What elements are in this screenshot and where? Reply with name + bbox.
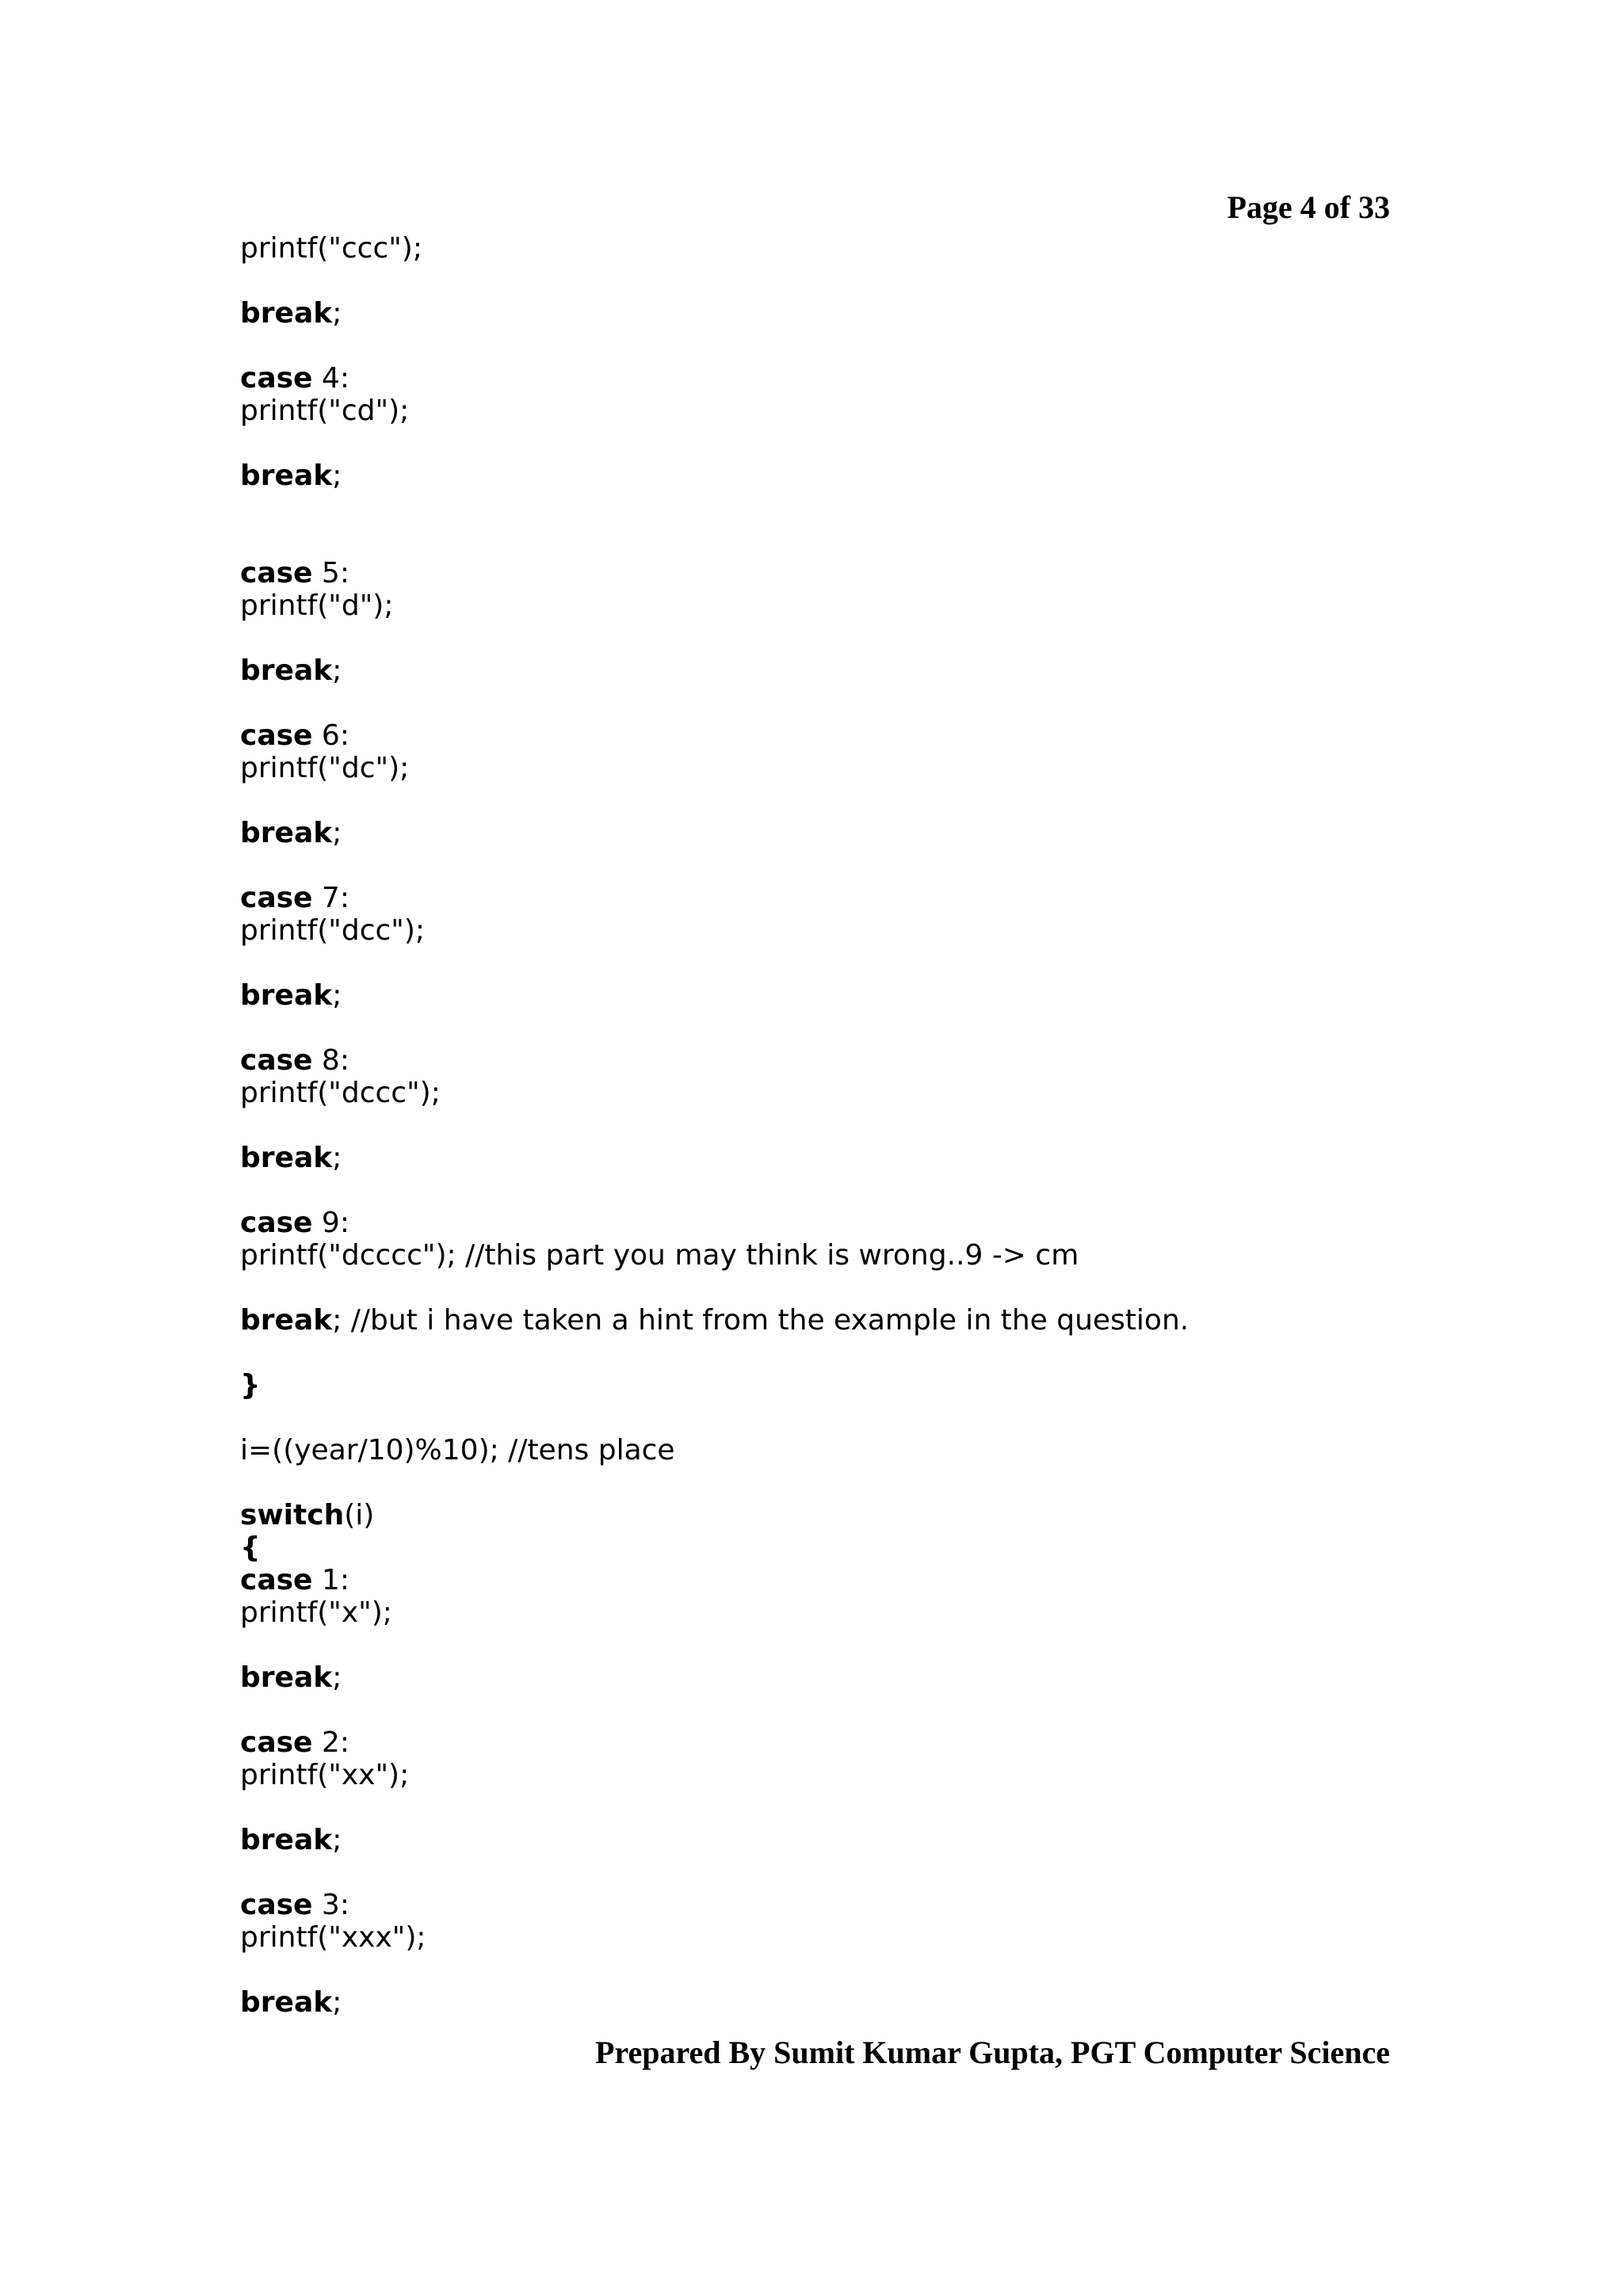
code-line: i=((year/10)%10); //tens place bbox=[240, 1434, 675, 1466]
code-line: printf("xxx"); bbox=[240, 1921, 426, 1954]
code-line: case 4: bbox=[240, 362, 349, 395]
code-line: printf("dccc"); bbox=[240, 1077, 441, 1109]
code-line: case 9: bbox=[240, 1207, 349, 1239]
code-line: break; bbox=[240, 460, 342, 492]
code-line: case 1: bbox=[240, 1564, 349, 1596]
code-line: break; bbox=[240, 1986, 342, 2019]
code-line: case 2: bbox=[240, 1726, 349, 1759]
code-line: break; bbox=[240, 1661, 342, 1694]
code-line: break; bbox=[240, 979, 342, 1012]
code-line: case 5: bbox=[240, 557, 349, 589]
code-line: printf("dcccc"); //this part you may think is wrong..9 -> cm bbox=[240, 1239, 1079, 1272]
code-line: case 3: bbox=[240, 1889, 349, 1921]
code-line: printf("ccc"); bbox=[240, 232, 422, 265]
code-line: switch(i) bbox=[240, 1499, 375, 1531]
code-line: break; bbox=[240, 1142, 342, 1174]
page-number: Page 4 of 33 bbox=[1227, 189, 1390, 225]
code-line: printf("x"); bbox=[240, 1596, 392, 1629]
code-line: { bbox=[240, 1531, 261, 1564]
code-line: break; bbox=[240, 654, 342, 687]
code-line: printf("dcc"); bbox=[240, 914, 426, 947]
code-line: printf("dc"); bbox=[240, 752, 410, 784]
code-line: printf("cd"); bbox=[240, 395, 410, 427]
code-line: } bbox=[240, 1369, 261, 1402]
code-line: break; //but i have taken a hint from the example in the question. bbox=[240, 1304, 1190, 1337]
code-line: break; bbox=[240, 297, 342, 330]
code-line: printf("d"); bbox=[240, 589, 394, 622]
code-line: break; bbox=[240, 1824, 342, 1856]
code-line: case 6: bbox=[240, 719, 349, 752]
page-footer: Prepared By Sumit Kumar Gupta, PGT Computer Science bbox=[595, 2035, 1390, 2070]
code-line: break; bbox=[240, 817, 342, 849]
code-line: case 8: bbox=[240, 1044, 349, 1077]
code-line: printf("xx"); bbox=[240, 1759, 410, 1791]
code-line: case 7: bbox=[240, 882, 349, 914]
